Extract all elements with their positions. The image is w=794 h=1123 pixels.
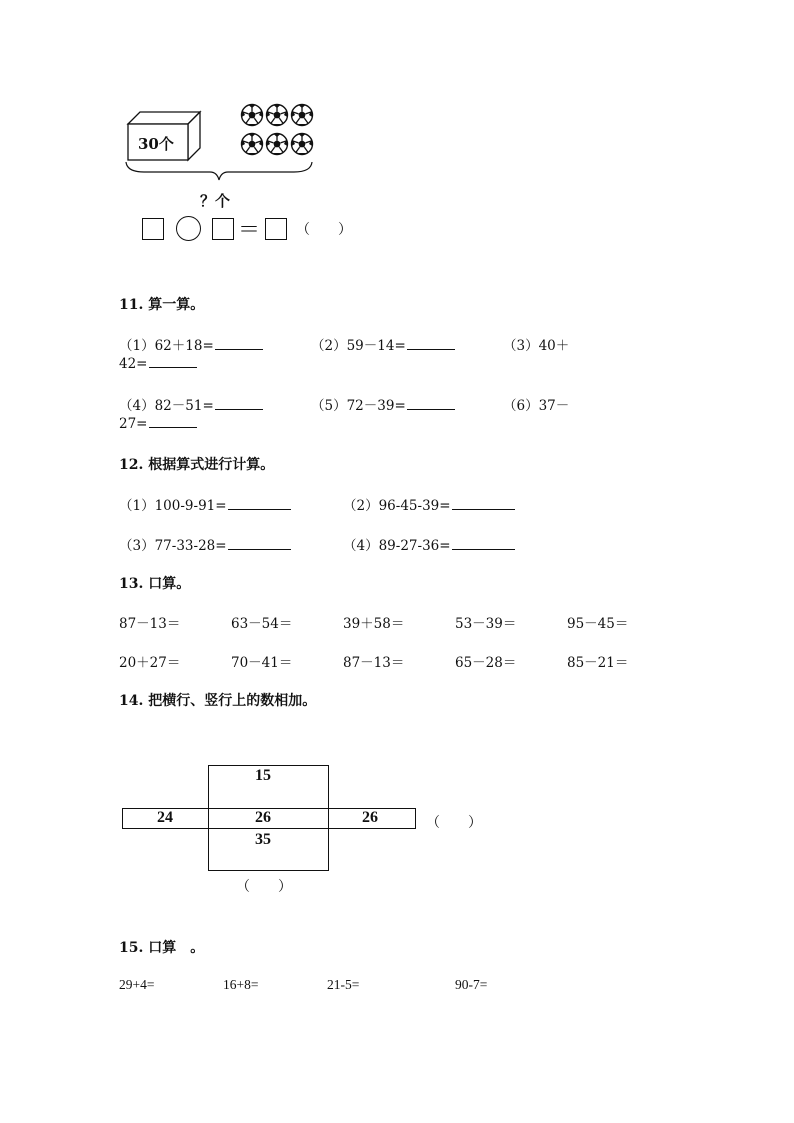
center-number: 26 (255, 809, 271, 826)
answer-blank[interactable] (407, 338, 455, 350)
right-number: 26 (362, 809, 378, 826)
answer-blank[interactable] (452, 538, 515, 550)
q13-row2-item: 70－41＝ (231, 655, 293, 671)
q11-title: 11. 算一算。 (119, 297, 205, 313)
q11-item-3-cont: 42= (119, 356, 197, 372)
answer-blank[interactable] (149, 356, 197, 368)
answer-blank[interactable] (215, 398, 263, 410)
q15-item: 16+8= (223, 977, 259, 992)
q13-row2-item: 87－13＝ (343, 655, 405, 671)
q13-row1-item: 87－13＝ (119, 616, 181, 632)
row-sum-answer[interactable]: （ ） (426, 815, 482, 831)
answer-blank[interactable] (452, 498, 515, 510)
q12-item-3: （3）77-33-28= (119, 534, 291, 554)
column-sum-answer[interactable]: （ ） (236, 879, 292, 895)
answer-blank[interactable] (228, 498, 291, 510)
operator-circle[interactable] (176, 216, 201, 241)
q11-item-5: （5）72－39= (311, 394, 455, 414)
top-number: 15 (255, 767, 271, 784)
q12-item-1: （1）100-9-91= (119, 494, 291, 514)
q15-title: 15. 口算 。 (119, 940, 205, 956)
soccer-balls (240, 102, 316, 158)
answer-square-3[interactable] (265, 218, 287, 240)
box-label: 30个 (138, 135, 174, 153)
q15-item: 90-7= (455, 977, 488, 992)
answer-blank[interactable] (407, 398, 455, 410)
q11-item-6-cont: 27= (119, 416, 197, 432)
answer-blank[interactable] (149, 416, 197, 428)
brace (124, 160, 314, 182)
q13-title: 13. 口算。 (119, 576, 191, 592)
q13-row1-item: 53－39＝ (455, 616, 517, 632)
q12-title: 12. 根据算式进行计算。 (119, 457, 275, 473)
q11-item-1: （1）62＋18= (119, 334, 263, 354)
q11-item-3: （3）40＋ (503, 338, 570, 354)
bottom-number: 35 (255, 831, 271, 848)
q11-item-4: （4）82－51= (119, 394, 263, 414)
answer-square-1[interactable] (142, 218, 164, 240)
q15-item: 21-5= (327, 977, 360, 992)
q13-row1-item: 39＋58＝ (343, 616, 405, 632)
q12-item-2: （2）96-45-39= (343, 494, 515, 514)
q14-title: 14. 把横行、竖行上的数相加。 (119, 693, 317, 709)
equals-sign: ＝ (238, 218, 261, 243)
unit-answer-paren[interactable]: （ ） (296, 222, 352, 238)
q15-item: 29+4= (119, 977, 155, 992)
q13-row2-item: 20＋27＝ (119, 655, 181, 671)
q13-row1-item: 63－54＝ (231, 616, 293, 632)
answer-blank[interactable] (228, 538, 291, 550)
q11-item-6: （6）37－ (503, 398, 570, 414)
left-number: 24 (157, 809, 173, 826)
q12-item-4: （4）89-27-36= (343, 534, 515, 554)
answer-blank[interactable] (215, 338, 263, 350)
q13-row2-item: 85－21＝ (567, 655, 629, 671)
q13-row2-item: 65－28＝ (455, 655, 517, 671)
question-label: ？个 (200, 192, 231, 210)
q11-item-2: （2）59－14= (311, 334, 455, 354)
answer-square-2[interactable] (212, 218, 234, 240)
q13-row1-item: 95－45＝ (567, 616, 629, 632)
